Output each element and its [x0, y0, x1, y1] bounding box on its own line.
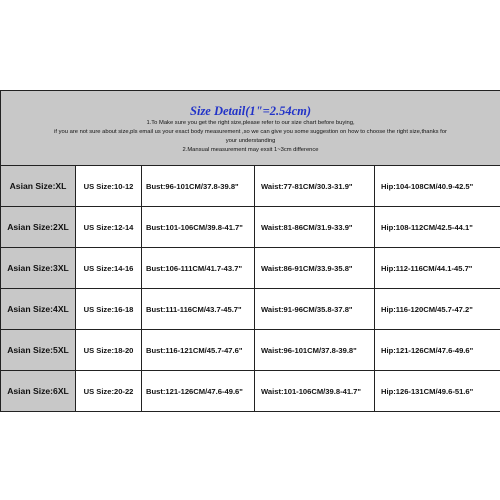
hip-cell: Hip:112-116CM/44.1-45.7": [375, 248, 500, 289]
table-row: [1, 371, 500, 412]
table-row: [1, 166, 500, 207]
note-line-3: your understanding: [225, 137, 276, 144]
asian-size-cell: Asian Size:XL: [1, 166, 76, 207]
table-row: [1, 248, 500, 289]
note-line-1: 1.To Make sure you get the right size,please refer to our size chart before buying,: [146, 119, 355, 126]
bust-cell: Bust:106-111CM/41.7-43.7": [142, 248, 255, 289]
us-size-cell: US Size:12-14: [76, 207, 142, 248]
us-size-cell: US Size:16-18: [76, 289, 142, 330]
bust-cell: Bust:121-126CM/47.6-49.6": [142, 371, 255, 412]
size-chart-header-row: [1, 91, 500, 166]
asian-size-cell: Asian Size:2XL: [1, 207, 76, 248]
bust-cell: Bust:96-101CM/37.8-39.8": [142, 166, 255, 207]
waist-cell: Waist:77-81CM/30.3-31.9": [255, 166, 375, 207]
size-chart-title: Size Detail(1"=2.54cm): [190, 103, 312, 118]
hip-cell: Hip:121-126CM/47.6-49.6": [375, 330, 500, 371]
table-row: [1, 207, 500, 248]
us-size-cell: US Size:10-12: [76, 166, 142, 207]
table-row: [1, 289, 500, 330]
us-size-cell: US Size:18-20: [76, 330, 142, 371]
us-size-cell: US Size:20-22: [76, 371, 142, 412]
bust-cell: Bust:111-116CM/43.7-45.7": [142, 289, 255, 330]
waist-cell: Waist:91-96CM/35.8-37.8": [255, 289, 375, 330]
hip-cell: Hip:104-108CM/40.9-42.5": [375, 166, 500, 207]
note-line-2: if you are not sure about size,pls email us your exact body measurement ,so we can give you some suggestion on how to choose the right size,thanks for: [54, 128, 447, 135]
size-chart-table: [0, 90, 500, 412]
waist-cell: Waist:101-106CM/39.8-41.7": [255, 371, 375, 412]
note-line-4: 2.Mansual measurement may exsit 1~3cm difference: [182, 146, 319, 153]
hip-cell: Hip:116-120CM/45.7-47.2": [375, 289, 500, 330]
hip-cell: Hip:126-131CM/49.6-51.6": [375, 371, 500, 412]
asian-size-cell: Asian Size:4XL: [1, 289, 76, 330]
asian-size-cell: Asian Size:6XL: [1, 371, 76, 412]
waist-cell: Waist:86-91CM/33.9-35.8": [255, 248, 375, 289]
bust-cell: Bust:101-106CM/39.8-41.7": [142, 207, 255, 248]
hip-cell: Hip:108-112CM/42.5-44.1": [375, 207, 500, 248]
asian-size-cell: Asian Size:3XL: [1, 248, 76, 289]
bust-cell: Bust:116-121CM/45.7-47.6": [142, 330, 255, 371]
waist-cell: Waist:96-101CM/37.8-39.8": [255, 330, 375, 371]
waist-cell: Waist:81-86CM/31.9-33.9": [255, 207, 375, 248]
size-chart-header: [1, 91, 500, 166]
us-size-cell: US Size:14-16: [76, 248, 142, 289]
asian-size-cell: Asian Size:5XL: [1, 330, 76, 371]
table-row: [1, 330, 500, 371]
